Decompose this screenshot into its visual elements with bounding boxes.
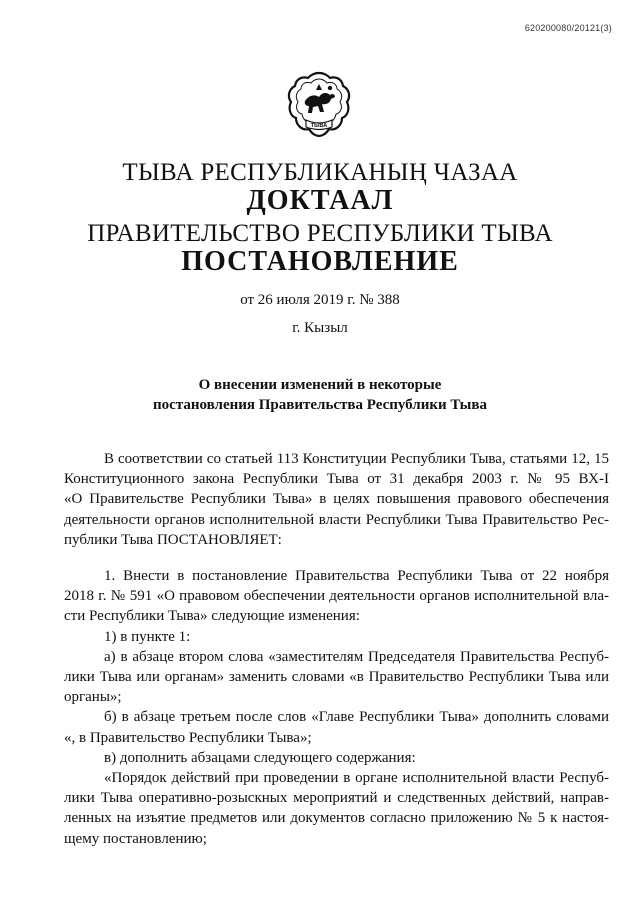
quote-line: щему постановлению; — [64, 830, 207, 847]
subject-line-2: постановления Правительства Республики Тыва — [153, 397, 487, 413]
subject-heading — [0, 375, 640, 415]
subitem-b-line: б) в абзаце третьем после слов «Главе Республики Тыва» дополнить словами — [104, 709, 609, 726]
city-line: г. Кызыл — [292, 320, 348, 336]
item1-line: 1. Внести в постановление Правительства Республики Тыва от 22 ноября — [104, 568, 609, 585]
quote-line: лики Тыва оперативно-розыскных мероприятий и следственных действий, направ- — [64, 790, 609, 807]
russian-government-name: ПРАВИТЕЛЬСТВО РЕСПУБЛИКИ ТЫВА — [87, 220, 553, 247]
date-number-line: от 26 июля 2019 г. № 388 — [240, 292, 400, 308]
subitem-a-line: органы»; — [64, 689, 122, 706]
coat-of-arms-icon — [286, 70, 352, 142]
preamble-line: «О Правительстве Республики Тыва» в целях повышения правового обеспечения — [64, 491, 609, 508]
preamble-line: Конституционного закона Республики Тыва от 31 декабря 2003 г. № 95 ВХ-I — [64, 471, 609, 488]
preamble-line: В соответствии со статьей 113 Конституции Республики Тыва, статьями 12, 15 — [104, 451, 609, 467]
preamble-line: публики Тыва ПОСТАНОВЛЯЕТ: — [64, 531, 282, 548]
subject-line-1: О внесении изменений в некоторые — [198, 377, 442, 393]
document-id: 620200080/20121(3) — [524, 23, 612, 33]
tuvan-document-type: ДОКТААЛ — [246, 185, 394, 216]
item1-line: 2018 г. № 591 «О правовом обеспечении деятельности органов исполнительной вла- — [64, 588, 609, 605]
subitem-c: в) дополнить абзацами следующего содержания: — [104, 749, 416, 766]
subitem-a-line: лики Тыва или органам» заменить словами «в Правительство Республики Тыва или — [64, 669, 609, 686]
subitem-b-line: «, в Правительство Республики Тыва»; — [64, 729, 312, 746]
subitem-a-line: а) в абзаце втором слова «заместителям Председателя Правительства Респуб- — [104, 648, 609, 665]
quote-line: «Порядок действий при проведении в органе исполнительной власти Респуб- — [104, 770, 609, 787]
russian-document-type: ПОСТАНОВЛЕНИЕ — [181, 246, 459, 277]
emblem-label: ТЫВА — [310, 123, 328, 129]
preamble-line: деятельности органов исполнительной власти Республики Тыва Правительство Рес- — [64, 511, 609, 528]
paragraph-gap — [64, 550, 609, 566]
document-body — [64, 449, 609, 849]
tuvan-government-name: ТЫВА РЕСПУБЛИКАНЫҢ ЧАЗАА — [122, 159, 518, 186]
quote-line: ленных на изъятие предметов или документов согласно приложению № 5 к настоя- — [64, 810, 609, 827]
subitem-1: 1) в пункте 1: — [104, 628, 191, 645]
item1-line: сти Республики Тыва» следующие изменения: — [64, 608, 360, 625]
